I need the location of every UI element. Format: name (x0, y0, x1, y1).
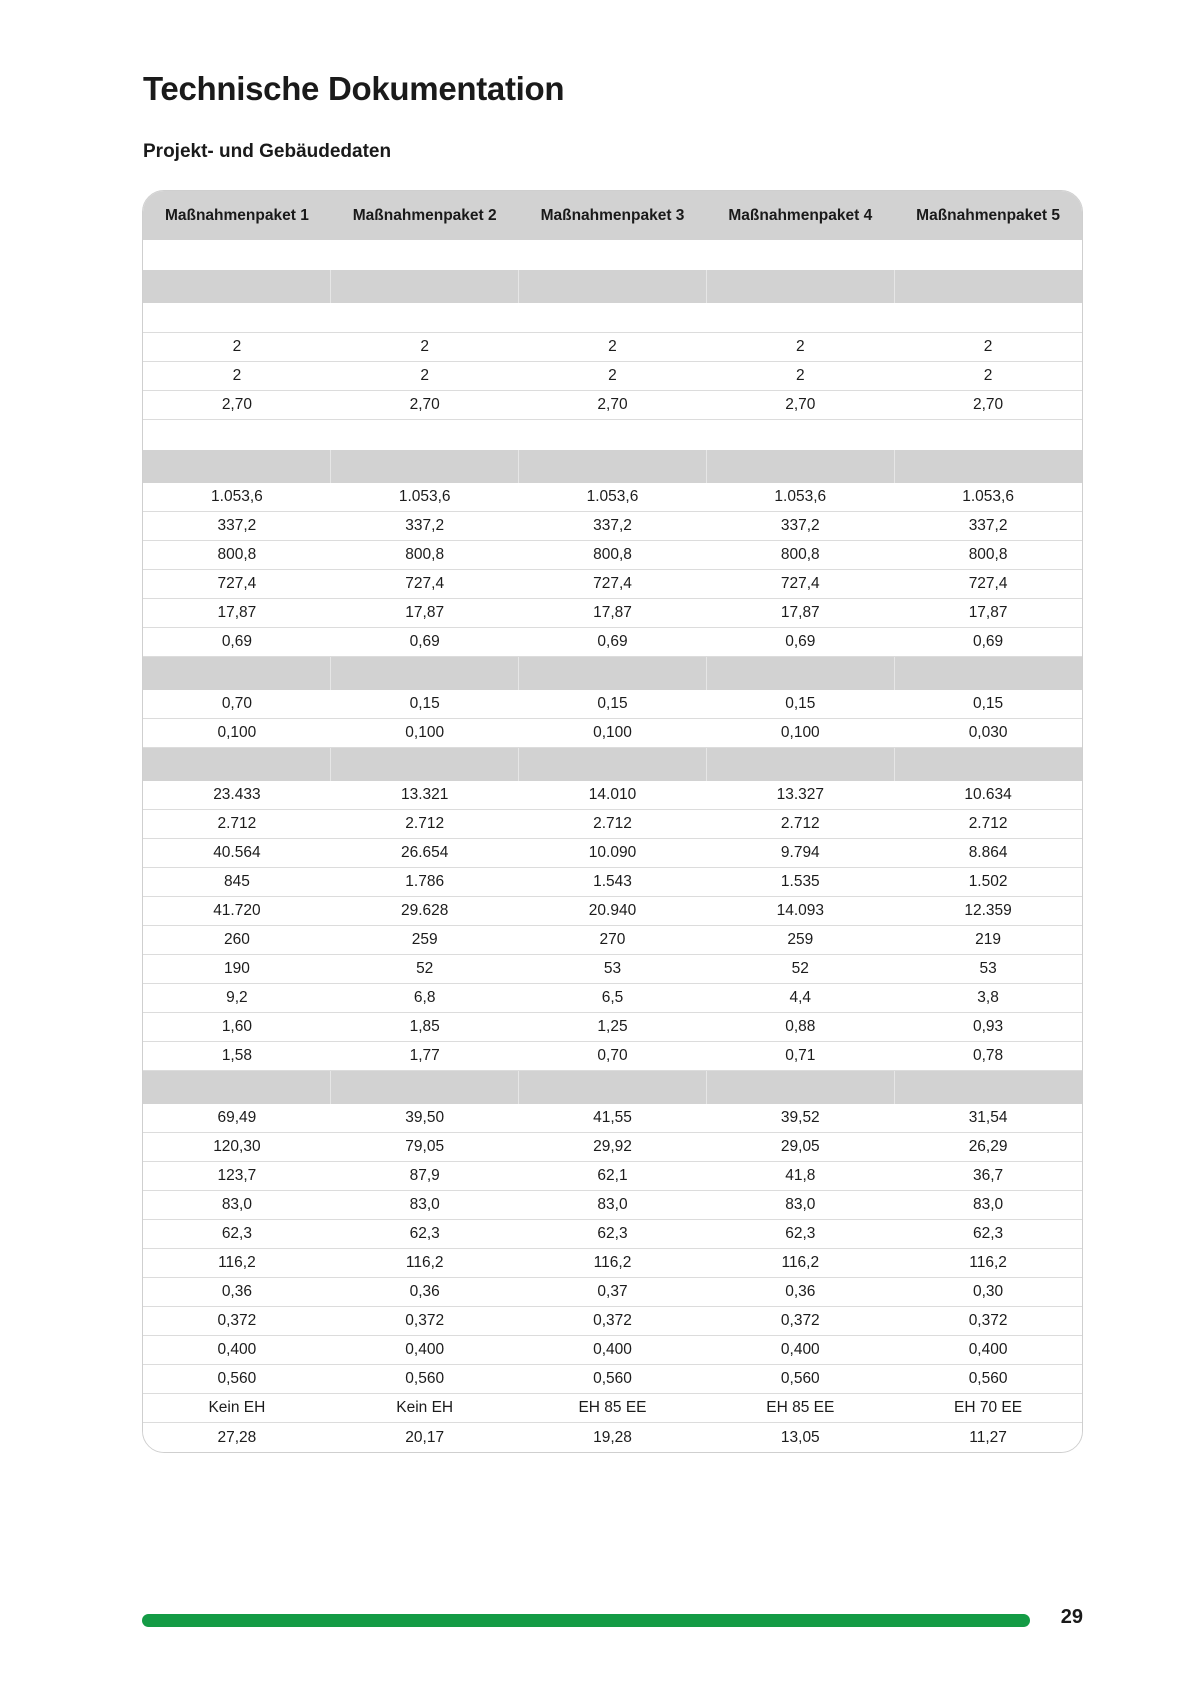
table-row (143, 570, 1082, 599)
table-row (143, 719, 1082, 748)
table-header-row (143, 191, 1082, 240)
table-cell (706, 748, 894, 781)
table-band-row (143, 270, 1082, 303)
page-title: Technische Dokumentation (143, 70, 565, 107)
table-cell: 0,560 (968, 1370, 1008, 1387)
table-cell (330, 748, 518, 781)
table-cell: 29.628 (400, 902, 449, 919)
table-cell: 20,17 (405, 1428, 445, 1446)
table-cell: 0,100 (593, 724, 632, 741)
table-cell: 2 (608, 338, 617, 355)
table-cell (518, 657, 706, 690)
table-cell: 79,05 (405, 1138, 445, 1155)
table-cell: 19,28 (593, 1428, 632, 1446)
table-cell: 0,400 (405, 1341, 445, 1358)
table-row (143, 1191, 1082, 1220)
table-cell: 0,372 (593, 1312, 632, 1329)
table-cell: 53 (603, 960, 622, 977)
table-cell (894, 450, 1082, 483)
table-cell: 0,560 (217, 1370, 257, 1387)
table-cell: 0,372 (968, 1312, 1008, 1329)
table-cell: 0,15 (785, 695, 816, 712)
table-cell: 0,400 (593, 1341, 632, 1358)
table-cell (143, 450, 330, 483)
table-cell: 83,0 (597, 1196, 628, 1213)
table-cell: 62,3 (973, 1225, 1004, 1242)
table-cell: 4,4 (789, 989, 812, 1006)
table-row (143, 541, 1082, 570)
table-body (143, 240, 1082, 1452)
table-cell: 0,36 (221, 1283, 252, 1300)
table-cell: 800,8 (405, 546, 445, 563)
table-cell: 1.053,6 (211, 488, 263, 505)
table-cell (894, 270, 1082, 303)
table-cell: 337,2 (593, 517, 632, 534)
footer-accent-bar (142, 1614, 1030, 1627)
table-row (143, 1249, 1082, 1278)
table-cell: 23.433 (213, 786, 261, 803)
table-row (143, 1423, 1082, 1452)
table-cell (706, 270, 894, 303)
table-cell (143, 1071, 330, 1104)
table-cell: 800,8 (780, 546, 820, 563)
table-cell: 13.321 (400, 786, 449, 803)
table-cell: 83,0 (409, 1196, 440, 1213)
table-cell: 2.712 (217, 815, 257, 832)
table-cell: 17,87 (593, 604, 632, 621)
table-row (143, 897, 1082, 926)
table-cell (518, 450, 706, 483)
table-cell: 8.864 (968, 844, 1008, 861)
table-cell: 41,8 (785, 1167, 816, 1184)
table-cell (894, 1071, 1082, 1104)
table-cell: 337,2 (217, 517, 257, 534)
table-cell: 39,50 (405, 1109, 445, 1126)
table-cell: 116,2 (405, 1254, 444, 1271)
table-row (143, 1365, 1082, 1394)
table-cell: 2 (232, 367, 242, 384)
table-cell: 0,69 (221, 633, 252, 650)
table-cell: 17,87 (405, 604, 445, 621)
table-cell: 0,15 (409, 695, 440, 712)
table-cell: 120,30 (213, 1138, 261, 1155)
table-cell (706, 1071, 894, 1104)
table-cell: 0,70 (597, 1047, 628, 1064)
table-cell: 26.654 (400, 844, 449, 861)
table-cell: 800,8 (217, 546, 257, 563)
table-cell: 0,560 (780, 1370, 820, 1387)
table-cell: 9,2 (226, 989, 248, 1006)
table-cell (330, 657, 518, 690)
table-cell: 116,2 (781, 1254, 820, 1271)
table-cell: 17,87 (780, 604, 820, 621)
table-cell: 2.712 (968, 815, 1008, 832)
table-cell: 0,100 (405, 724, 445, 741)
table-cell: 6,8 (413, 989, 436, 1006)
table-cell: 83,0 (785, 1196, 816, 1213)
table-cell: 845 (223, 873, 250, 890)
table-cell: 62,3 (221, 1225, 252, 1242)
table-cell: 2 (983, 367, 993, 384)
table-cell: 259 (787, 931, 814, 948)
table-row (143, 810, 1082, 839)
table-cell: 1,77 (409, 1047, 440, 1064)
table-row (143, 1336, 1082, 1365)
table-cell: 116,2 (593, 1254, 632, 1271)
table-cell: 52 (791, 960, 809, 977)
table-cell: 0,69 (785, 633, 816, 650)
table-cell: 2 (232, 338, 242, 355)
table-cell (894, 748, 1082, 781)
table-band-row (143, 748, 1082, 781)
table-cell: 2.712 (405, 815, 445, 832)
table-cell: 14.010 (588, 786, 637, 803)
table-cell: 0,37 (597, 1283, 628, 1300)
table-cell: 41,55 (593, 1109, 632, 1126)
table-row (143, 1307, 1082, 1336)
table-cell: 727,4 (405, 575, 445, 592)
table-cell: 2 (420, 367, 429, 384)
table-cell: 9.794 (780, 844, 820, 861)
table-cell: 52 (416, 960, 434, 977)
table-cell: 0,15 (597, 695, 628, 712)
table-row (143, 483, 1082, 512)
table-cell: 0,69 (973, 633, 1004, 650)
table-row (143, 839, 1082, 868)
table-cell: 0,71 (785, 1047, 816, 1064)
table-cell: EH 85 EE (766, 1399, 835, 1416)
table-row (143, 955, 1082, 984)
table-cell: 1,60 (221, 1018, 252, 1035)
table-row (143, 1104, 1082, 1133)
table-cell: 0,100 (780, 724, 820, 741)
table-cell: 2 (608, 367, 617, 384)
table-row (143, 1278, 1082, 1307)
table-cell (706, 450, 894, 483)
table-cell: 2 (795, 338, 805, 355)
table-cell: 2,70 (597, 396, 628, 413)
table-cell: 1.053,6 (774, 488, 827, 505)
table-cell: 0,36 (409, 1283, 440, 1300)
table-row (143, 1220, 1082, 1249)
table-cell: 2,70 (409, 396, 440, 413)
table-row (143, 628, 1082, 657)
table-cell: 0,100 (217, 724, 257, 741)
table-cell: 17,87 (968, 604, 1008, 621)
table-cell: 0,88 (785, 1018, 816, 1035)
table-cell: 0,70 (221, 695, 252, 712)
table-cell: 29,05 (780, 1138, 820, 1155)
table-cell: 123,7 (217, 1167, 257, 1184)
data-table (142, 190, 1083, 1453)
table-row (143, 333, 1082, 362)
table-cell: 1.502 (968, 873, 1008, 890)
table-cell: 727,4 (780, 575, 820, 592)
table-cell: 0,36 (785, 1283, 816, 1300)
table-cell: 800,8 (593, 546, 632, 563)
table-cell: 27,28 (217, 1428, 257, 1446)
table-cell: 2 (983, 338, 993, 355)
table-cell: 270 (599, 931, 626, 948)
table-cell: 1.535 (780, 873, 820, 890)
table-cell: EH 85 EE (578, 1399, 647, 1416)
table-cell: 0,560 (593, 1370, 632, 1387)
column-header: Maßnahmenpaket 4 (728, 206, 873, 224)
table-cell: 0,400 (780, 1341, 820, 1358)
table-cell: 41.720 (213, 902, 261, 919)
table-band-row (143, 450, 1082, 483)
table-cell: 17,87 (217, 604, 257, 621)
table-cell: 0,030 (968, 724, 1008, 741)
table-cell (143, 270, 330, 303)
table-spacer-row (143, 420, 1082, 450)
table-cell: 83,0 (973, 1196, 1004, 1213)
page-number: 29 (1060, 1606, 1083, 1628)
table-cell: 62,3 (409, 1225, 440, 1242)
table-cell: 0,372 (405, 1312, 445, 1329)
table-cell: 29,92 (593, 1138, 632, 1155)
table-row (143, 512, 1082, 541)
table-cell: 0,372 (780, 1312, 820, 1329)
table-cell: 39,52 (780, 1109, 820, 1126)
table-row (143, 781, 1082, 810)
table-cell (330, 450, 518, 483)
table-cell: 0,93 (973, 1018, 1004, 1035)
table-cell: Kein EH (208, 1399, 266, 1416)
table-cell: 337,2 (405, 517, 445, 534)
table-cell (518, 1071, 706, 1104)
table-row (143, 391, 1082, 420)
table-cell: 1.053,6 (962, 488, 1014, 505)
table-cell: 1.053,6 (586, 488, 639, 505)
table-cell: 0,69 (409, 633, 440, 650)
table-cell: 727,4 (968, 575, 1008, 592)
table-cell: 337,2 (968, 517, 1008, 534)
table-cell: 3,8 (977, 989, 999, 1006)
table-row (143, 362, 1082, 391)
table-band-row (143, 1071, 1082, 1104)
table-cell: 62,1 (597, 1167, 628, 1184)
table-cell: 219 (975, 931, 1002, 948)
table-cell: 2.712 (780, 815, 820, 832)
table-cell: 6,5 (601, 989, 624, 1006)
table-cell: Kein EH (396, 1399, 454, 1416)
table-cell: 13,05 (780, 1428, 820, 1446)
table-cell: 0,400 (968, 1341, 1008, 1358)
table-cell: 62,3 (785, 1225, 816, 1242)
table-row (143, 599, 1082, 628)
table-band-row (143, 657, 1082, 690)
table-cell (143, 748, 330, 781)
table-cell: 69,49 (217, 1109, 257, 1126)
table-row (143, 1394, 1082, 1423)
table-spacer-row (143, 303, 1082, 333)
table-cell (330, 1071, 518, 1104)
table-cell: 2.712 (593, 815, 632, 832)
table-cell: 87,9 (409, 1167, 440, 1184)
table-cell: 0,69 (597, 633, 628, 650)
table-spacer-row (143, 240, 1082, 270)
table-cell (330, 270, 518, 303)
table-cell: 10.090 (588, 844, 637, 861)
table-cell: 53 (979, 960, 997, 977)
section-title: Projekt- und Gebäudedaten (143, 141, 392, 162)
table-row (143, 926, 1082, 955)
table-cell: 36,7 (973, 1167, 1004, 1184)
table-cell: 20.940 (588, 902, 637, 919)
table-cell: 12.359 (964, 902, 1012, 919)
table-row (143, 1042, 1082, 1071)
table-row (143, 868, 1082, 897)
table-cell: 0,372 (217, 1312, 257, 1329)
table-cell: 1.786 (405, 873, 445, 890)
table-cell (894, 657, 1082, 690)
table-cell: 0,30 (973, 1283, 1004, 1300)
table-cell: 727,4 (593, 575, 632, 592)
column-header: Maßnahmenpaket 2 (352, 206, 497, 224)
table-cell: 260 (223, 931, 250, 948)
table-cell: 40.564 (213, 844, 261, 861)
table-cell: 10.634 (964, 786, 1012, 803)
table-cell: 800,8 (968, 546, 1008, 563)
table-cell: 83,0 (221, 1196, 252, 1213)
table-row (143, 690, 1082, 719)
table-cell: 62,3 (597, 1225, 628, 1242)
table-cell: 2,70 (785, 396, 816, 413)
table-row (143, 984, 1082, 1013)
table-cell: 2,70 (221, 396, 252, 413)
column-header: Maßnahmenpaket 3 (540, 206, 685, 224)
table-cell (518, 748, 706, 781)
table-cell: 0,78 (973, 1047, 1004, 1064)
table-row (143, 1013, 1082, 1042)
column-header: Maßnahmenpaket 1 (164, 206, 309, 224)
table-cell (143, 657, 330, 690)
table-cell: 1,58 (221, 1047, 252, 1064)
table-cell: 31,54 (968, 1109, 1008, 1126)
table-cell: 116,2 (969, 1254, 1007, 1271)
table-cell: 0,15 (973, 695, 1004, 712)
table-cell: 116,2 (218, 1254, 256, 1271)
table-row (143, 1162, 1082, 1191)
column-header: Maßnahmenpaket 5 (916, 206, 1061, 224)
table-cell: 14.093 (776, 902, 824, 919)
table-cell: 13.327 (776, 786, 824, 803)
table-cell: 0,400 (217, 1341, 257, 1358)
table-cell: 337,2 (780, 517, 820, 534)
table-cell: 1.543 (593, 873, 632, 890)
table-cell: 259 (411, 931, 438, 948)
table-cell: EH 70 EE (954, 1399, 1023, 1416)
table-cell: 2 (420, 338, 429, 355)
table-cell: 1,25 (597, 1018, 628, 1035)
table-cell (518, 270, 706, 303)
table-row (143, 1133, 1082, 1162)
table-cell: 1,85 (409, 1018, 440, 1035)
table-cell: 0,560 (405, 1370, 445, 1387)
table-cell: 1.053,6 (398, 488, 451, 505)
table-cell: 190 (223, 960, 250, 977)
table-cell: 26,29 (968, 1138, 1008, 1155)
table-cell: 2,70 (973, 396, 1004, 413)
table-cell: 2 (795, 367, 805, 384)
table-cell (706, 657, 894, 690)
table-cell: 727,4 (217, 575, 257, 592)
table-cell: 11,27 (969, 1428, 1007, 1446)
